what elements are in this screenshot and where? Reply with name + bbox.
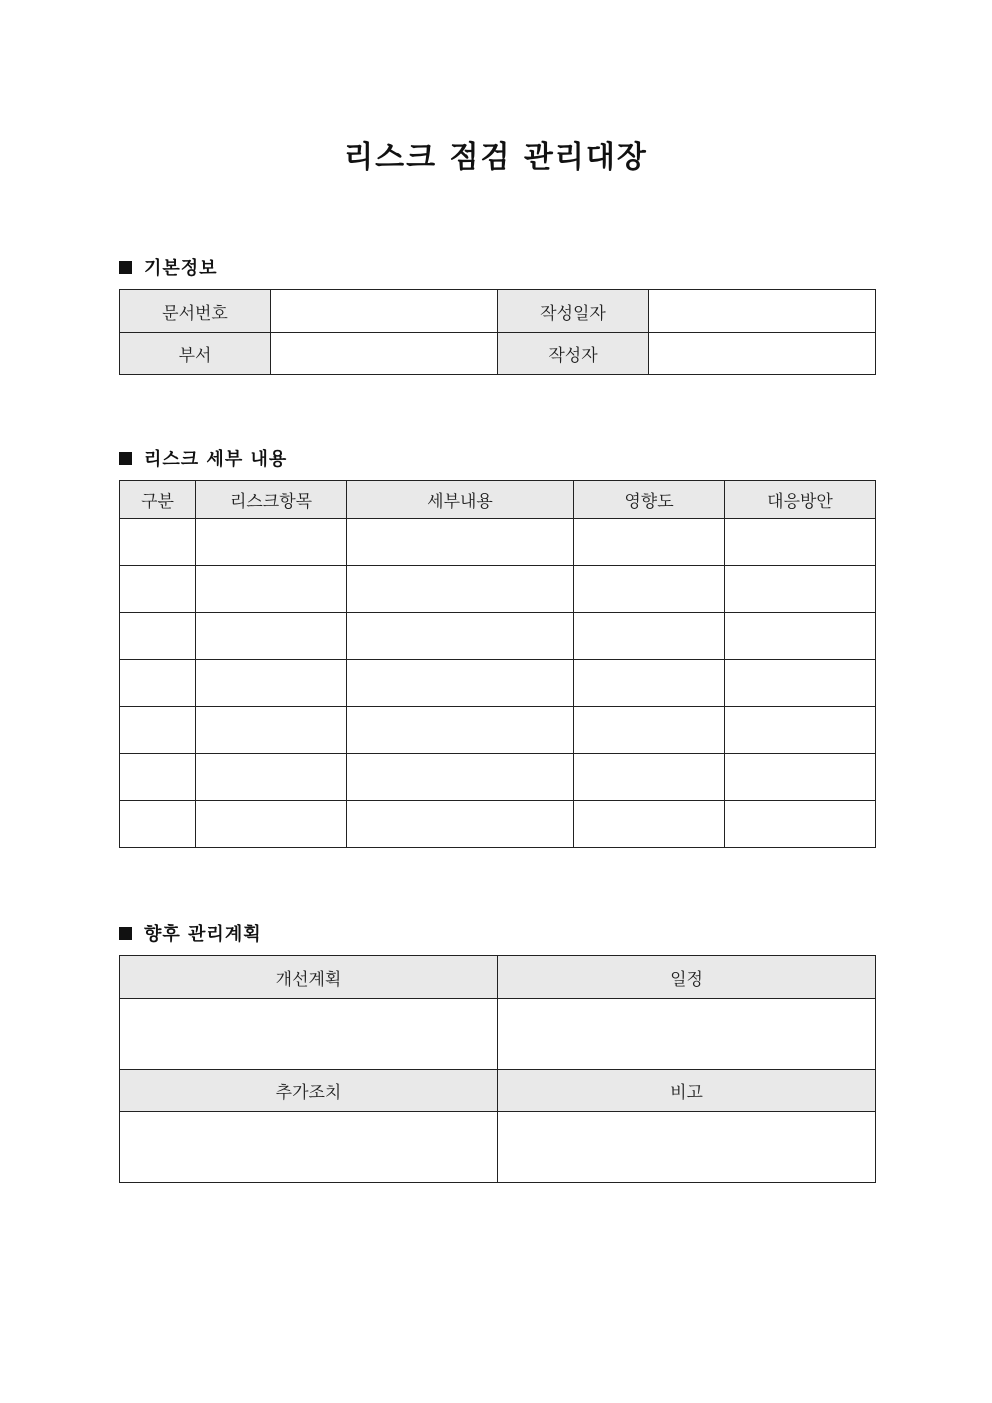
section-heading-detail-text: 리스크 세부 내용 bbox=[144, 449, 288, 470]
cell-impact[interactable] bbox=[574, 801, 725, 848]
cell-risk-item[interactable] bbox=[196, 801, 347, 848]
cell-details[interactable] bbox=[347, 519, 574, 566]
cell-category[interactable] bbox=[120, 801, 196, 848]
schedule-field[interactable] bbox=[498, 999, 876, 1070]
additional-action-label: 추가조치 bbox=[120, 1070, 498, 1112]
section-heading-detail bbox=[119, 445, 287, 471]
header-risk-item: 리스크항목 bbox=[196, 481, 347, 519]
cell-response[interactable] bbox=[725, 707, 876, 754]
table-row bbox=[120, 707, 876, 754]
cell-details[interactable] bbox=[347, 754, 574, 801]
date-label: 작성일자 bbox=[498, 290, 649, 333]
header-category: 구분 bbox=[120, 481, 196, 519]
cell-impact[interactable] bbox=[574, 707, 725, 754]
cell-risk-item[interactable] bbox=[196, 660, 347, 707]
square-bullet-icon bbox=[119, 927, 132, 940]
risk-detail-header-row bbox=[120, 481, 876, 519]
header-impact: 영향도 bbox=[574, 481, 725, 519]
cell-impact[interactable] bbox=[574, 566, 725, 613]
cell-risk-item[interactable] bbox=[196, 707, 347, 754]
cell-response[interactable] bbox=[725, 519, 876, 566]
remarks-label: 비고 bbox=[498, 1070, 876, 1112]
cell-category[interactable] bbox=[120, 613, 196, 660]
schedule-label: 일정 bbox=[498, 956, 876, 999]
section-heading-basic-text: 기본정보 bbox=[144, 258, 218, 279]
cell-impact[interactable] bbox=[574, 754, 725, 801]
cell-risk-item[interactable] bbox=[196, 519, 347, 566]
date-field[interactable] bbox=[649, 290, 876, 333]
improvement-plan-field[interactable] bbox=[120, 999, 498, 1070]
basic-info-table bbox=[119, 289, 876, 375]
author-field[interactable] bbox=[649, 333, 876, 375]
cell-details[interactable] bbox=[347, 660, 574, 707]
additional-action-field[interactable] bbox=[120, 1112, 498, 1183]
cell-details[interactable] bbox=[347, 613, 574, 660]
cell-details[interactable] bbox=[347, 566, 574, 613]
author-label: 작성자 bbox=[498, 333, 649, 375]
table-row bbox=[120, 613, 876, 660]
cell-details[interactable] bbox=[347, 801, 574, 848]
page-title: 리스크 점검 관리대장 bbox=[344, 140, 648, 175]
table-row bbox=[120, 660, 876, 707]
header-response: 대응방안 bbox=[725, 481, 876, 519]
cell-response[interactable] bbox=[725, 754, 876, 801]
cell-risk-item[interactable] bbox=[196, 566, 347, 613]
doc-no-label: 문서번호 bbox=[120, 290, 271, 333]
square-bullet-icon bbox=[119, 261, 132, 274]
section-heading-plan bbox=[119, 920, 262, 946]
cell-impact[interactable] bbox=[574, 613, 725, 660]
cell-impact[interactable] bbox=[574, 660, 725, 707]
dept-field[interactable] bbox=[271, 333, 498, 375]
header-details: 세부내용 bbox=[347, 481, 574, 519]
plan-table bbox=[119, 955, 876, 1183]
table-row bbox=[120, 801, 876, 848]
doc-no-field[interactable] bbox=[271, 290, 498, 333]
cell-risk-item[interactable] bbox=[196, 754, 347, 801]
remarks-field[interactable] bbox=[498, 1112, 876, 1183]
cell-details[interactable] bbox=[347, 707, 574, 754]
cell-category[interactable] bbox=[120, 660, 196, 707]
cell-category[interactable] bbox=[120, 707, 196, 754]
cell-category[interactable] bbox=[120, 754, 196, 801]
square-bullet-icon bbox=[119, 452, 132, 465]
cell-response[interactable] bbox=[725, 613, 876, 660]
dept-label: 부서 bbox=[120, 333, 271, 375]
cell-impact[interactable] bbox=[574, 519, 725, 566]
cell-response[interactable] bbox=[725, 566, 876, 613]
cell-risk-item[interactable] bbox=[196, 613, 347, 660]
table-row bbox=[120, 566, 876, 613]
table-row bbox=[120, 519, 876, 566]
risk-detail-table bbox=[119, 480, 876, 848]
section-heading-basic bbox=[119, 254, 218, 280]
cell-category[interactable] bbox=[120, 566, 196, 613]
improvement-plan-label: 개선계획 bbox=[120, 956, 498, 999]
section-heading-plan-text: 향후 관리계획 bbox=[144, 924, 262, 945]
cell-response[interactable] bbox=[725, 660, 876, 707]
cell-category[interactable] bbox=[120, 519, 196, 566]
table-row bbox=[120, 754, 876, 801]
cell-response[interactable] bbox=[725, 801, 876, 848]
